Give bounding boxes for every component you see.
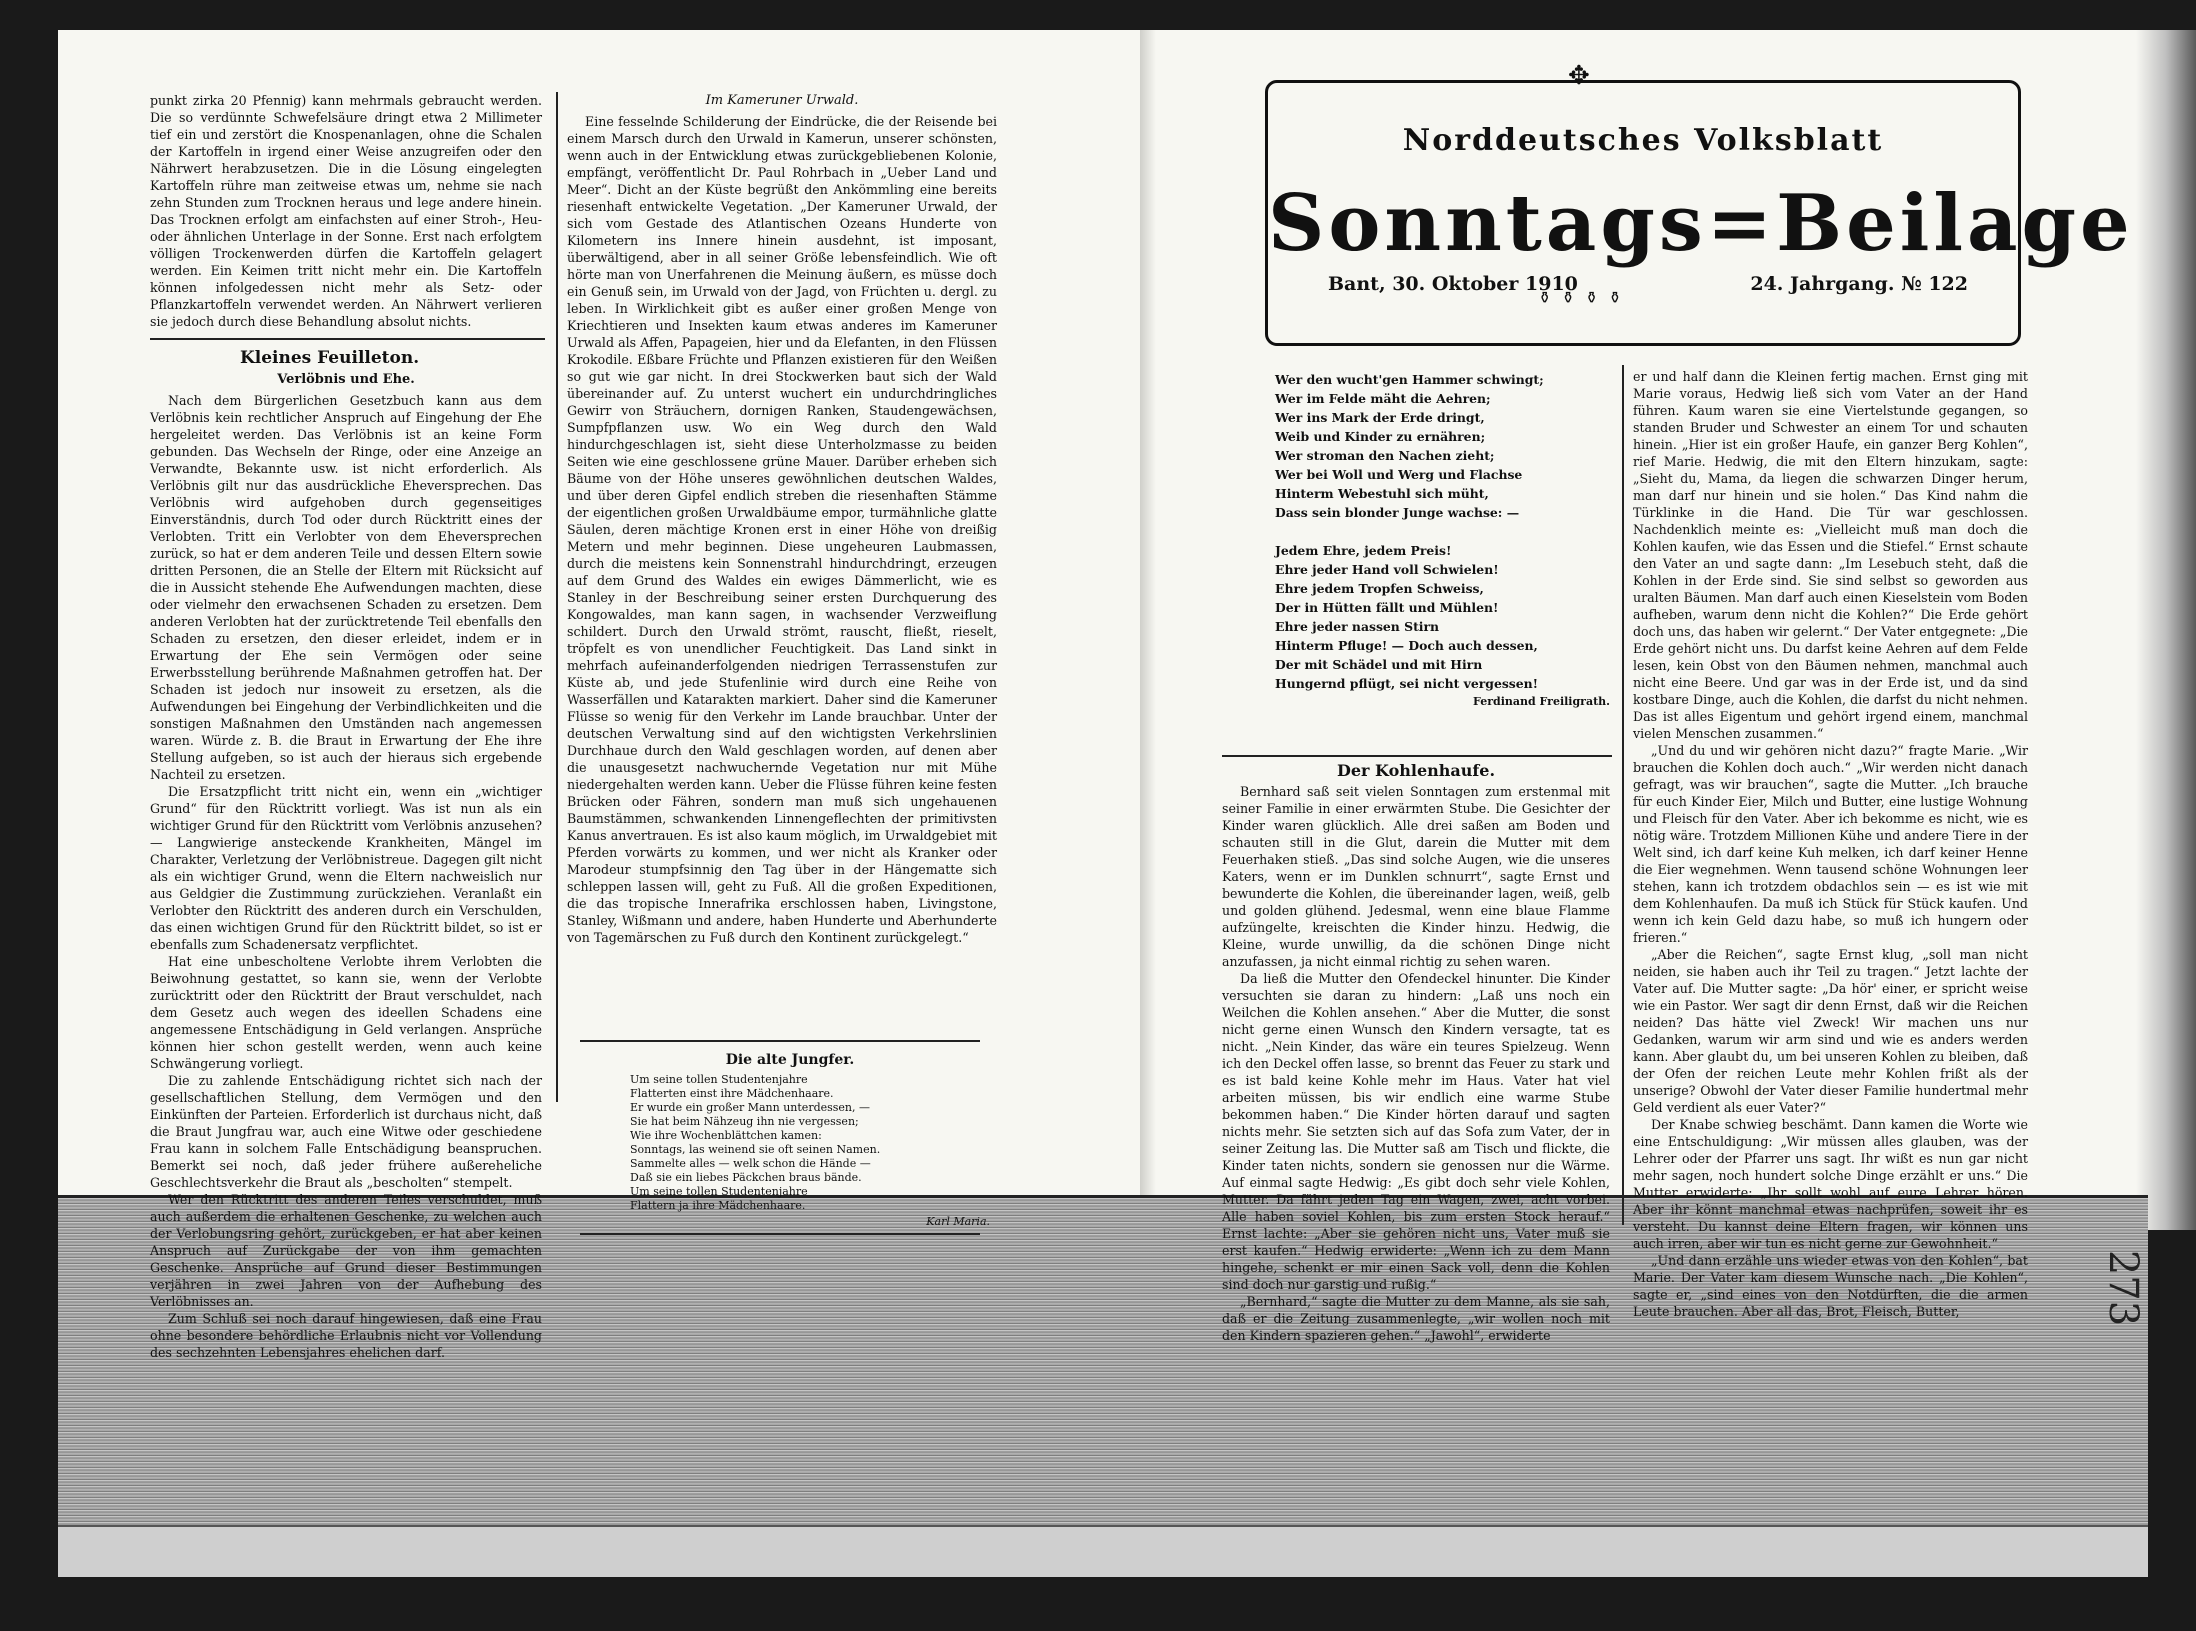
poem-line (1275, 522, 1610, 541)
jungfer-poem (590, 1073, 990, 1213)
poem-block (1225, 370, 1610, 710)
poem-line: Wer stroman den Nachen zieht; (1275, 448, 1495, 463)
paragraph: Wer den Rücktritt des anderen Teiles verschuldet, muß auch außerdem die erhaltenen Geschenke, zu welchen auch der Verlobungsring gehört, zurückgeben, er hat aber keinen Anspruch auf Zurückgabe der von ihm gemachten Geschenke. Ansprüche auf Grund dieser Bestimmungen verjähren in zwei Jahren von der Aufhebung des Verlöbnisses an. (150, 1192, 542, 1309)
poem-line: Wer bei Woll und Werg und Flachse (1275, 467, 1523, 482)
lamp-ornament-icon: ⚱⚱⚱⚱ (1538, 288, 1632, 307)
poem-line: Flatterten einst ihre Mädchenhaare. (630, 1087, 834, 1100)
jungfer-author: Karl Maria. (926, 1215, 990, 1228)
poem-line: Der in Hütten fällt und Mühlen! (1275, 600, 1499, 615)
poem-author: Ferdinand Freiligrath. (1473, 695, 1610, 708)
poem-line: Der mit Schädel und mit Hirn (1275, 657, 1483, 672)
paragraph: Nach dem Bürgerlichen Gesetzbuch kann aus dem Verlöbnis kein rechtlicher Anspruch auf Eingehung der Ehe hergeleitet werden. Das Verlöbnis ist an keine Form gebunden. Das Wechseln der Ringe, oder eine Anzeige an Verwandte, Bekannte usw. ist nicht erforderlich. Als Verlöbnis gilt nur das ausdrückliche Eheversprechen. Das Verlöbnis wird aufgehoben durch gegenseitiges Einverständnis, durch Tod oder durch Rücktritt eines der Verlobten. Tritt ein Verlobter von dem Eheversprechen zurück, so hat er dem anderen Teile und dessen Eltern sowie dritten Personen, die an Stelle der Eltern mit Rücksicht auf die in Aussicht stehende Ehe Aufwendungen machten, diese oder vielmehr den erwachsenen Schaden zu ersetzen. Dem anderen Verlobten hat der zurücktretende Teil ebenfalls den Schaden zu ersetzen, den dieser erleidet, indem er in Erwartung der Ehe sein Vermögen oder seine Erwerbsstellung berührende Maßnahmen getroffen hat. Der Schaden ist jedoch nur insoweit zu ersetzen, als die Aufwendungen bei Eingehung der Verbindlichkeiten und die sonstigen Maßnahmen den Umständen nach angemessen waren. Würde z. B. die Braut in Erwartung der Ehe ihre Stellung aufgeben, so ist auch der hieraus sich ergebende Nachteil zu ersetzen. (150, 393, 542, 782)
poem-line: Ehre jedem Tropfen Schweiss, (1275, 581, 1484, 596)
feuilleton-block (150, 350, 542, 1361)
column-divider (1622, 365, 1624, 1225)
paragraph: Die Ersatzpflicht tritt nicht ein, wenn ein „wichtiger Grund“ für den Rücktritt vorliegt. Was ist nun als ein wichtiger Grund für den Rücktritt vom Verlöbnis anzusehen? — Langwierige ansteckende Krankheiten, Mängel im Charakter, Verletzung der Verlöbnistreue. Dagegen gilt nicht als ein wichtiger Grund, wenn die Eltern nachweislich nur aus Geldgier die Zustimmung zurückziehen. Veranlaßt ein Verlobter den Rücktritt des anderen durch ein Verschulden, das einen wichtigen Grund für den Rücktritt bildet, so ist er ebenfalls zum Schadenersatz verpflichtet. (150, 784, 542, 952)
freiligrath-poem (1225, 370, 1610, 693)
story-column-2 (1633, 368, 2028, 1320)
issue-number: 24. Jahrgang. № 122 (1750, 273, 1968, 295)
poem-line: Daß sie ein liebes Päckchen braus bände. (630, 1171, 862, 1184)
article-continuation: punkt zirka 20 Pfennig) kann mehrmals gebraucht werden. Die so verdünnte Schwefelsäure dringt etwa 2 Millimeter tief ein und zerstört die Knospenanlagen, ohne die Schalen der Kartoffeln in irgend einer Weise anzugreifen oder den Nährwert herabzusetzen. Die in die Lösung eingelegten Kartoffeln rühre man zeitweise etwas um, nehme sie nach zehn Stunden zum Trocknen heraus und lege andere hinein. Das Trocknen erfolgt am einfachsten auf einer Stroh-, Heu- oder ähnlichen Unterlage in der Sonne. Erst nach erfolgtem völligen Trockenwerden dürfen die Kartoffeln gelagert werden. Ein Keimen tritt nicht mehr ein. Die Kartoffeln können infolgedessen nicht mehr als Setz- oder Pflanzkartoffeln verwendet werden. An Nährwert verlieren sie jedoch durch diese Behandlung absolut nichts. (150, 93, 542, 329)
paragraph: Die zu zahlende Entschädigung richtet sich nach der gesellschaftlichen Stellung, dem Vermögen und den Einkünften der Parteien. Erforderlich ist durchaus nicht, daß die Braut Jungfrau war, auch eine Witwe oder geschiedene Frau kann in solchem Falle Entschädigung beanspruchen. Bemerkt sei noch, daß jeder frühere außereheliche Geschlechtsverkehr die Braut als „bescholten“ stempelt. (150, 1073, 542, 1190)
paragraph: er und half dann die Kleinen fertig machen. Ernst ging mit Marie voraus, Hedwig ließ sich vom Vater an der Hand führen. Kaum waren sie eine Viertelstunde gegangen, so standen Bruder und Schwester an einem Tor und schauten hinein. „Hier ist ein großer Haufe, ein ganzer Berg Kohlen“, rief Marie. Hedwig, die mit den Eltern hinzukam, sagte: „Sieht du, Mama, da liegen die schwarzen Dinger herum, man darf nur hinein und sie holen.“ Das Kind nahm die Türklinke in die Hand. Die Tür war geschlossen. Nachdenklich meinte es: „Vielleicht muß man doch die Kohlen kaufen, wie das Essen und die Stiefel.“ Ernst schaute den Vater an und sagte dann: „Im Lesebuch steht, daß die Kohlen in der Erde sind. Sie sind selbst so geworden aus uralten Bäumen. Man darf auch einen Kieselstein vom Boden aufheben, warum denn nicht die Kohlen?“ Die Erde gehört doch uns, das haben wir gelernt.“ Der Vater entgegnete: „Die Erde gehört nicht uns. Du darfst keine Aehren auf dem Felde lesen, kein Obst von den Bäumen nehmen, manchmal auch nicht eine Beere. Und gar was in der Erde ist, und da sind kostbare Dinge, auch die Kohlen, die darfst du nicht nehmen. Das ist alles Eigentum und gehört irgend einem, manchmal vielen Menschen zusammen.“ (1633, 369, 2028, 741)
poem-line: Wer ins Mark der Erde dringt, (1275, 410, 1485, 425)
supplement-title: Sonntags=Beilage (1268, 178, 2134, 269)
jungfer-title: Die alte Jungfer. (725, 1052, 855, 1068)
poem-line: Wie ihre Wochenblättchen kamen: (630, 1129, 822, 1142)
poem-line: Jedem Ehre, jedem Preis! (1275, 543, 1452, 558)
paragraph: Hat eine unbescholtene Verlobte ihrem Verlobten die Beiwohnung gestattet, so kann sie, wenn der Verlobte zurücktritt oder den Rücktritt der Braut verschuldet, nach dem Gesetz auch wegen des ideellen Schadens eine angemessene Entschädigung in Geld verlangen. Ansprüche können hier schon gestellt werden, wenn auch keine Schwängerung vorliegt. (150, 954, 542, 1071)
paragraph: „Und dann erzähle uns wieder etwas von den Kohlen“, bat Marie. Der Vater kam diesem Wunsche nach. „Die Kohlen“, sagte er, „sind eines von den Notdürften, die die armen Leute brauchen. Aber all das, Brot, Fleisch, Butter, (1633, 1253, 2028, 1319)
masthead (1265, 61, 2134, 346)
left-column-1 (150, 92, 542, 330)
paragraph: Eine fesselnde Schilderung der Eindrücke, die der Reisende bei einem Marsch durch den Urwald in Kamerun, unserer schönsten, wenn auch in der Entwicklung etwas zurückgebliebenen Kolonie, empfängt, veröffentlicht Dr. Paul Rohrbach in „Ueber Land und Meer“. Dicht an der Küste begrüßt den Ankömmling eine bereits riesenhaft entwickelte Vegetation. „Der Kameruner Urwald, der sich vom Gestade des Atlantischen Ozeans Hunderte von Kilometern ins Innere hinein ausdehnt, ist imposant, überwältigend, aber in all seiner Größe lebensfeindlich. Wie oft hörte man von Unerfahrenen die Meinung äußern, es müsse doch ein Genuß sein, im Urwald von der Jagd, von Früchten u. dergl. zu leben. In Wirklichkeit gibt es außer einer großen Menge von Kriechtieren und Insekten kaum etwas anderes im Kameruner Urwald als Affen, Papageien, hier und da Elefanten, in den Flüssen Krokodile. Eßbare Früchte und Pflanzen existieren für den Weißen so gut wie gar nicht. In drei Stockwerken baut sich der Wald übereinander auf. Zu unterst wuchert ein undurchdringliches Gewirr von Sträuchern, dornigen Ranken, Staudengewächsen, Sumpfpflanzen usw. Wo ein Weg durch den Wald hindurchgeschlagen ist, sieht diese Unterholzmasse zu beiden Seiten wie eine geschlossene grüne Mauer. Darüber erheben sich Bäume von der Höhe unseres gewöhnlichen deutschen Waldes, und über deren Gipfel endlich streben die riesenhaften Stämme der eigentlichen großen Urwaldbäume empor, turmähnliche glatte Säulen, deren mächtige Kronen erst in einer Höhe von dreißig Metern und mehr beginnen. Diese ungeheuren Laubmassen, durch die meistens kein Sonnenstrahl hindurchdringt, erzeugen auf dem Grund des Waldes ein ewiges Dämmerlicht, wie es Stanley in der Beschreibung seiner ersten Durchquerung des Kongowaldes, man kann sagen, in wachsender Verzweiflung schildert. Durch den Urwald strömt, rauscht, fließt, rieselt, tröpfelt es von unendlicher Feuchtigkeit. Das Land sinkt in mehrfach aufeinanderfolgenden niedrigen Terrassenstufen zur Küste ab, und jede Stufenlinie wird durch eine Reihe von Wasserfällen und Katarakten markiert. Daher sind die Kameruner Flüsse so wenig für den Verkehr im Lande brauchbar. Unter der deutschen Verwaltung sind auf den wichtigsten Verkehrslinien Durchhaue durch den Wald geschlagen worden, auf denen aber die unausgesetzt nachwuchernde Vegetation nur mit Mühe niedergehalten werden kann. Ueber die Flüsse führen keine festen Brücken oder Fähren, sondern man muß sich ungehauenen Baumstämmen, schwankenden Linnengeflechten der primitivsten Kanus anvertrauen. Es ist also kaum möglich, im Urwaldgebiet mit Pferden vorwärts zu kommen, und wer nicht als Kranker oder Marodeur stumpfsinnig den Tag über in der Hängematte sich schleppen lassen will, geht zu Fuß. All die großen Expeditionen, die das tropische Innerafrika erschlossen haben, Livingstone, Stanley, Wißmann und andere, haben Hunderte und Aberhunderte von Tagemärschen zu Fuß durch den Kontinent zurückgelegt.“ (567, 114, 997, 945)
paragraph: Bernhard saß seit vielen Sonntagen zum erstenmal mit seiner Familie in einer erwärmten Stube. Die Gesichter der Kinder waren glücklich. Alle drei saßen am Boden und schauten still in die Glut, darein die Mutter mit dem Feuerhaken stieß. „Das sind solche Augen, wie die unseres Katers, wenn er im Dunklen schnurrt“, sagte Ernst und bewunderte die Kohlen, die übereinander lagen, weiß, gelb und golden glühend. Jedesmal, wenn eine blaue Flamme aufzüngelte, kreischten die Kinder hinzu. Hedwig, die Kleine, wurde unwillig, da die schönen Dinge nicht anzufassen, ja nicht einmal richtig zu sehen waren. (1222, 784, 1610, 969)
kamerun-title: Im Kameruner Urwald. (705, 93, 859, 108)
paragraph: Zum Schluß sei noch darauf hingewiesen, daß eine Frau ohne besondere behördliche Erlaubnis nicht vor Vollendung des sechzehnten Lebensjahres ehelichen darf. (150, 1311, 542, 1360)
ornament-icon: ✥ (1568, 61, 1590, 91)
poem-line: Hinterm Pfluge! — Doch auch dessen, (1275, 638, 1538, 653)
story-title: Der Kohlenhaufe. (1336, 761, 1496, 780)
section-rule (580, 1233, 980, 1235)
poem-line: Wer den wucht'gen Hammer schwingt; (1275, 372, 1544, 387)
poem-line: Hinterm Webestuhl sich müht, (1275, 486, 1489, 501)
poem-line: Flattern ja ihre Mädchenhaare. (630, 1199, 806, 1212)
poem-line: Ehre jeder nassen Stirn (1275, 619, 1440, 634)
poem-line: Um seine tollen Studentenjahre (630, 1073, 808, 1086)
paragraph: „Bernhard,“ sagte die Mutter zu dem Manne, als sie sah, daß er die Zeitung zusammenlegte, „wir wollen noch mit den Kindern spazieren gehen.“ „Jawohl“, erwiderte (1222, 1294, 1610, 1343)
spine-shadow (1140, 30, 1156, 1220)
handwritten-page-number: 273 (2100, 1249, 2147, 1327)
story-column-1 (1222, 762, 1610, 1344)
jungfer-block (590, 1048, 990, 1230)
poem-line: Wer im Felde mäht die Aehren; (1275, 391, 1491, 406)
issue-date: Bant, 30. Oktober 1910 (1328, 273, 1578, 295)
feuilleton-subtitle: Verlöbnis und Ehe. (277, 372, 415, 387)
paragraph: „Aber die Reichen“, sagte Ernst klug, „soll man nicht neiden, sie haben auch ihr Teil zu tragen.“ Jetzt lachte der Vater auf. Die Mutter sagte: „Da hör' einer, er spricht weise wie ein Pastor. Wer sagt dir denn Ernst, daß wir die Reichen neiden? Das hätte viel Zweck! Wir machen uns nur Gedanken, warum wir arm sind und wie es anders werden kann. Aber glaubt du, um bei unseren Kohlen zu bleiben, daß der Ofen der reichen Leute mehr Kohlen frißt als der unserige? Obwohl der Vater dieser Familie hundertmal mehr Geld verdient als euer Vater?“ (1633, 947, 2028, 1115)
poem-line: Dass sein blonder Junge wachse: — (1275, 505, 1520, 520)
poem-line: Um seine tollen Studentenjahre (630, 1185, 808, 1198)
column-divider (556, 92, 558, 1102)
section-rule (1222, 755, 1612, 757)
section-rule (580, 1040, 980, 1042)
paragraph: Der Knabe schwieg beschämt. Dann kamen die Worte wie eine Entschuldigung: „Wir müssen alles glauben, was der Lehrer oder der Pfarrer uns sagt. Ihr wißt es nun gar nicht mehr sagen, noch hundert solche Dinge erzählt er uns.“ Die Mutter erwiderte: „Ihr sollt wohl auf eure Lehrer hören. Aber ihr könnt manchmal etwas nachprüfen, soweit ihr es versteht. Du kannst deine Eltern fragen, wir können uns auch irren, aber wir tun es nicht gerne zur Gewohnheit.“ (1633, 1117, 2028, 1251)
poem-line: Hungernd pflügt, sei nicht vergessen! (1275, 676, 1539, 691)
poem-line: Sonntags, las weinend sie oft seinen Namen. (630, 1143, 881, 1156)
paragraph: Da ließ die Mutter den Ofendeckel hinunter. Die Kinder versuchten sie daran zu hindern: „Laß uns noch ein Weilchen die Kohlen ansehen.“ Aber die Mutter, die sonst nicht gerne einen Wunsch den Kindern versagte, tat es nicht. „Nein Kinder, das wäre ein teures Spielzeug. Wenn ich den Deckel offen lasse, so brennt das Feuer zu stark und es ist bald keine Kohle mehr im Haus. Vater hat viel arbeiten müssen, bis wir endlich eine warme Stube bekommen haben.“ Die Kinder hörten darauf und sagten nichts mehr. Sie setzten sich auf das Sofa zum Vater, der in seiner Zeitung las. Die Mutter saß am Tisch und flickte, die Kinder taten nichts, sondern sie genossen nur die Wärme. Auf einmal sagte Hedwig: „Es gibt doch sehr viele Kohlen, Mutter. Da fährt jeden Tag ein Wagen, zwei, acht vorbei. Alle haben soviel Kohlen, bis zum ersten Stock herauf.“ Ernst lachte: „Aber sie gehören nicht uns, Vater muß sie erst kaufen.“ Hedwig erwiderte: „Wenn ich zu dem Mann hingehe, schenkt er mir einen Sack voll, denn die Kohlen sind doch nur garstig und rußig.“ (1222, 971, 1610, 1292)
left-column-2 (567, 88, 997, 946)
poem-line: Ehre jeder Hand voll Schwielen! (1275, 562, 1499, 577)
paper-name: Norddeutsches Volksblatt (1402, 123, 1884, 158)
feuilleton-title: Kleines Feuilleton. (240, 348, 420, 368)
poem-line: Er wurde ein großer Mann unterdessen, — (630, 1101, 871, 1114)
page-edge-shadow (2136, 30, 2196, 1230)
paragraph: „Und du und wir gehören nicht dazu?“ fragte Marie. „Wir brauchen die Kohlen doch auch.“ „Wir werden nicht danach gefragt, was wir brauchen“, sagte die Mutter. „Ich brauche für euch Kinder Eier, Milch und Butter, eine lustige Wohnung und Fleisch für den Vater. Aber ich bekomme es nicht, wie es nötig wäre. Trotzdem Millionen Kühe und andere Tiere in der Welt sind, ich darf keine Kuh melken, ich darf keiner Henne die Eier wegnehmen. Wenn tausend schöne Wohnungen leer stehen, kann ich trotzdem obdachlos sein — es ist wie mit dem Kohlenhaufen. Da muß ich Stück für Stück kaufen. Und wenn ich kein Geld dazu habe, so muß ich hungern oder frieren.“ (1633, 743, 2028, 945)
poem-line: Weib und Kinder zu ernähren; (1275, 429, 1486, 444)
poem-line: Sie hat beim Nähzeug ihn nie vergessen; (630, 1115, 859, 1128)
column-rule (150, 338, 545, 340)
book-base (58, 1525, 2148, 1577)
poem-line: Sammelte alles — welk schon die Hände — (630, 1157, 871, 1170)
